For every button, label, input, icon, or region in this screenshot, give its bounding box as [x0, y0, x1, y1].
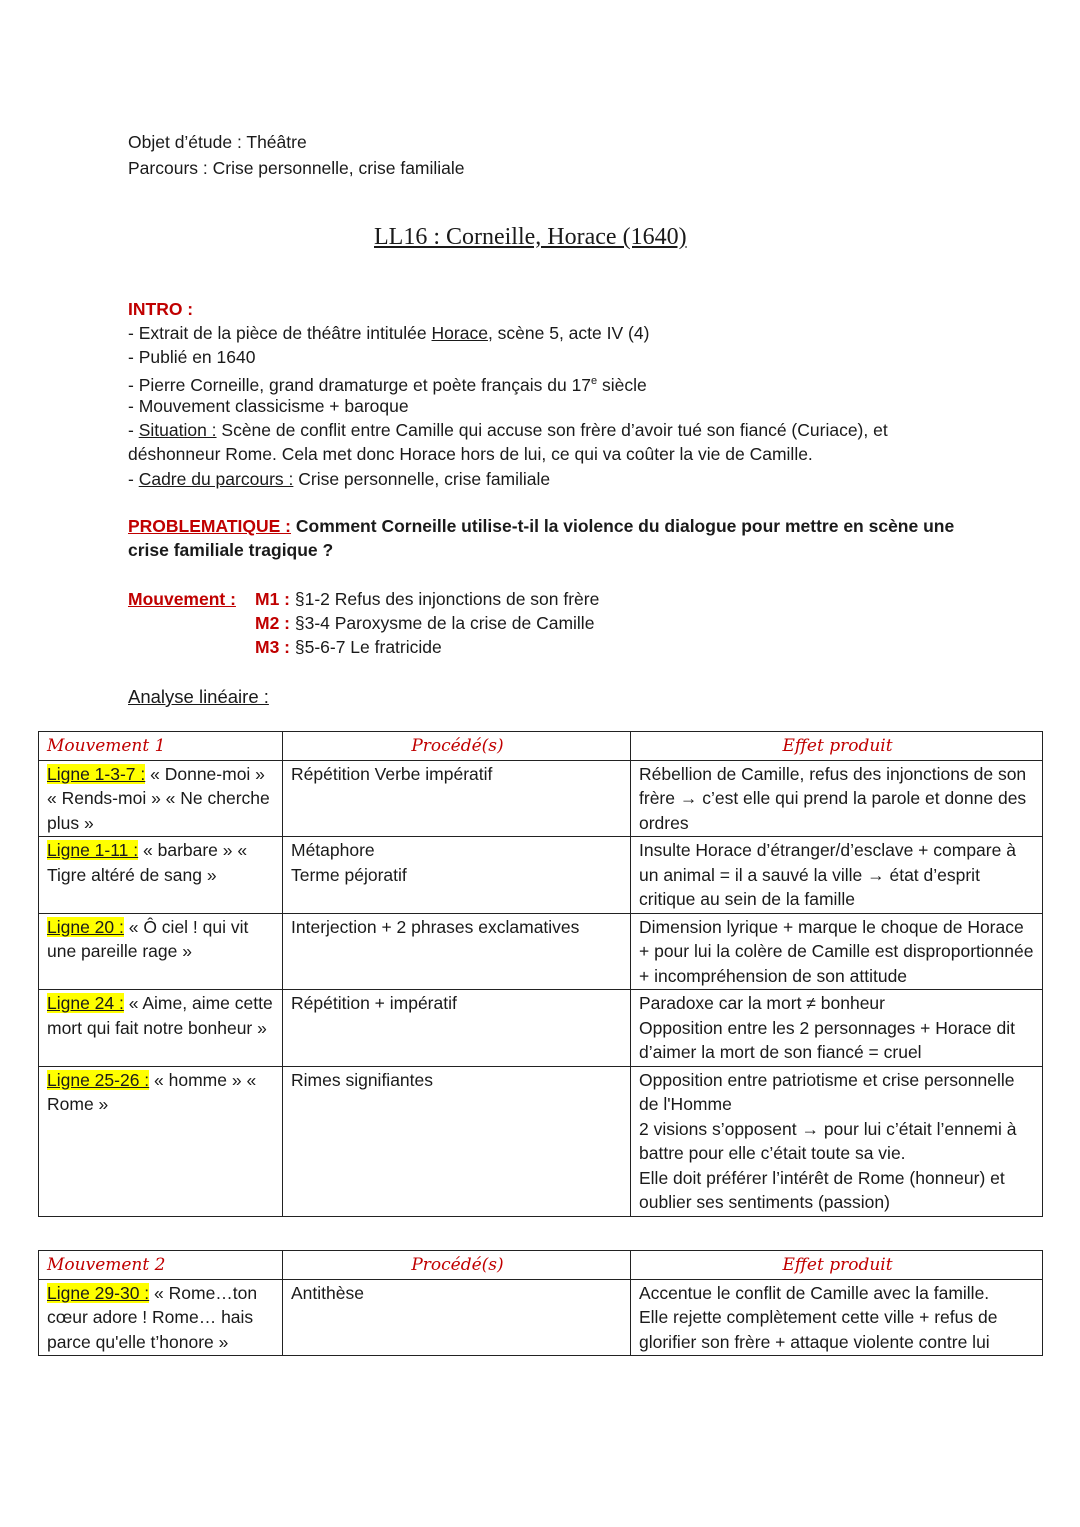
procede-cell: Interjection + 2 phrases exclamatives [283, 913, 631, 990]
problematique-text: Comment Corneille utilise-t-il la violence du dialogue pour mettre en scène une [291, 516, 955, 536]
mouvement-text: §1-2 Refus des injonctions de son frère [290, 589, 600, 609]
header-mouvement: Mouvement 1 [47, 736, 166, 756]
effet-cell: Accentue le conflit de Camille avec la famille. Elle rejette complètement cette ville + refus de glorifier son frère + attaque violente contre lui [631, 1279, 1043, 1356]
effet-cell: Rébellion de Camille, refus des injonctions de son frère → c’est elle qui prend la parole et donne des ordres [631, 760, 1043, 837]
quote: « Rome…ton cœur adore ! Rome… hais parce qu'elle t’honore » [47, 1282, 258, 1352]
intro-text: - Pierre Corneille, grand dramaturge et poète français du 17 [128, 374, 592, 395]
intro-line-5 [128, 418, 888, 443]
mouvement-code: M3 : [255, 637, 290, 657]
header-cell [283, 1251, 631, 1280]
problematique-label: PROBLEMATIQUE : [128, 516, 292, 536]
quote: « homme » « Rome » [47, 1069, 257, 1114]
parcours: Parcours : Crise personnelle, crise familiale [128, 158, 465, 178]
ref-cell [39, 913, 283, 990]
ref-cell [39, 760, 283, 837]
page-title: LL16 : Corneille, Horace (1640) [374, 224, 687, 250]
mouvement-label: Mouvement : [128, 589, 236, 609]
header-cell [39, 732, 283, 761]
header-effet: Effet produit [782, 1255, 893, 1275]
mouvement-code: M1 : [255, 589, 290, 609]
table-header-row [39, 732, 1043, 761]
analysis-table-1 [38, 731, 1043, 1217]
ref-cell [39, 837, 283, 914]
intro-label: INTRO : [128, 299, 194, 319]
procede-cell: Antithèse [283, 1279, 631, 1356]
intro-line-2: - Publié en 1640 [128, 347, 256, 367]
header-cell [283, 732, 631, 761]
procede-cell: Rimes signifiantes [283, 1066, 631, 1216]
line-ref: Ligne 1-11 : [47, 840, 139, 860]
header-effet: Effet produit [782, 736, 893, 756]
dash: - [128, 469, 139, 489]
ref-cell [39, 990, 283, 1067]
ref-cell [39, 1279, 283, 1356]
problematique-line-1 [128, 514, 954, 539]
work-title: Horace [431, 323, 488, 343]
header-cell [631, 732, 1043, 761]
superscript: e [591, 375, 598, 387]
intro-text: siècle [597, 374, 647, 395]
header-procede: Procédé(s) [411, 736, 504, 756]
mouvement-text: §5-6-7 Le fratricide [290, 637, 442, 657]
quote: « Donne-moi » « Rends-moi » « Ne cherche plus » [47, 763, 270, 833]
procede-cell: Répétition Verbe impératif [283, 760, 631, 837]
problematique-line-2: crise familiale tragique ? [128, 540, 334, 560]
ref-cell [39, 1066, 283, 1216]
procede-cell: Métaphore Terme péjoratif [283, 837, 631, 914]
table-row [39, 760, 1043, 837]
analysis-table-2 [38, 1250, 1043, 1356]
line-ref: Ligne 24 : [47, 993, 124, 1013]
table-header-row [39, 1251, 1043, 1280]
effet-cell: Opposition entre patriotisme et crise personnelle de l'Homme 2 visions s’opposent → pour lui c’était l’ennemi à battre pour elle c’était toute sa vie. Elle doit préférer l’intérêt de Rome (honneur) et oublier ses sentiments (passion) [631, 1066, 1043, 1216]
table-row [39, 1279, 1043, 1356]
mouvement-text: §3-4 Paroxysme de la crise de Camille [290, 613, 595, 633]
effet-cell: Paradoxe car la mort ≠ bonheur Opposition entre les 2 personnages + Horace dit d’aimer la mort de son fiancé = cruel [631, 990, 1043, 1067]
quote: « Aime, aime cette mort qui fait notre bonheur » [47, 993, 273, 1038]
header-mouvement: Mouvement 2 [47, 1255, 166, 1275]
mouvement-item-1 [255, 587, 599, 612]
line-ref: Ligne 1-3-7 : [47, 763, 146, 784]
procede-cell: Répétition + impératif [283, 990, 631, 1067]
table-row [39, 1066, 1043, 1216]
quote: « barbare » « Tigre altéré de sang » [47, 840, 248, 885]
intro-text: - Extrait de la pièce de théâtre intitulée [128, 323, 432, 343]
intro-line-7 [128, 467, 550, 492]
quote: « Ô ciel ! qui vit une pareille rage » [47, 916, 249, 961]
situation-label: Situation : [138, 420, 217, 440]
mouvement-item-3 [255, 635, 442, 660]
intro-line-4: - Mouvement classicisme + baroque [128, 396, 409, 416]
cadre-label: Cadre du parcours : [138, 469, 294, 489]
intro-text: , scène 5, acte IV (4) [487, 323, 650, 343]
line-ref: Ligne 20 : [47, 916, 124, 937]
analyse-label: Analyse linéaire : [128, 686, 269, 707]
mouvement-item-2 [255, 611, 594, 636]
objet-etude: Objet d’étude : Théâtre [128, 132, 307, 152]
line-ref: Ligne 29-30 : [47, 1282, 150, 1303]
intro-line-1 [128, 321, 649, 346]
effet-cell: Dimension lyrique + marque le choque de Horace + pour lui la colère de Camille est disproportionnée + incompréhension de son attitude [631, 913, 1043, 990]
line-ref: Ligne 25-26 : [47, 1069, 150, 1090]
intro-line-6: déshonneur Rome. Cela met donc Horace hors de lui, ce qui va coûter la vie de Camille. [128, 444, 813, 464]
table-row [39, 990, 1043, 1067]
dash: - [128, 420, 139, 440]
header-cell [631, 1251, 1043, 1280]
header-cell [39, 1251, 283, 1280]
cadre-text: Crise personnelle, crise familiale [293, 469, 551, 489]
header-procede: Procédé(s) [411, 1255, 504, 1275]
mouvement-code: M2 : [255, 613, 290, 633]
situation-text: Scène de conflit entre Camille qui accuse son frère d’avoir tué son fiancé (Curiace), et [216, 420, 888, 440]
table-row [39, 913, 1043, 990]
effet-cell: Insulte Horace d’étranger/d’esclave + compare à un animal = il a sauvé la ville → état d’esprit critique au sein de la famille [631, 837, 1043, 914]
table-row [39, 837, 1043, 914]
